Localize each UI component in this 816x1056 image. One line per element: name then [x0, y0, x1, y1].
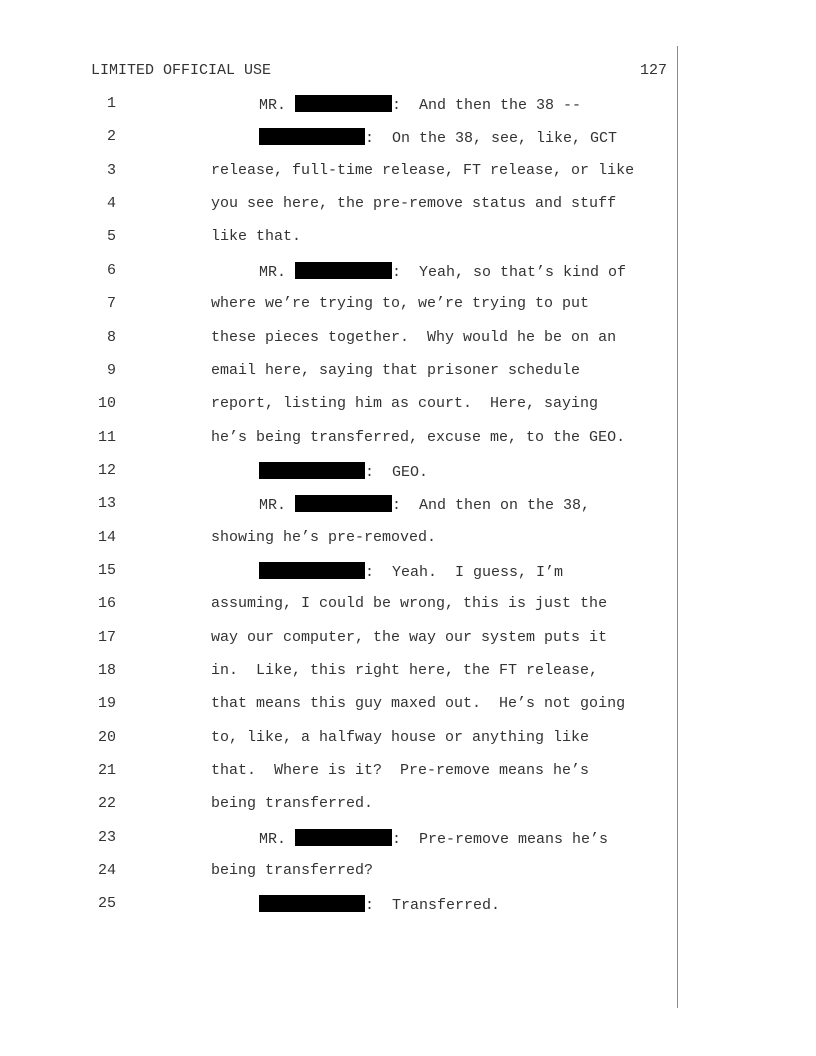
line-number: 15	[97, 561, 116, 579]
line-text: showing he’s pre-removed.	[211, 528, 437, 546]
line-number: 3	[106, 161, 116, 179]
line-text: to, like, a halfway house or anything like	[211, 728, 590, 746]
transcript-line	[211, 362, 580, 379]
transcript-line	[211, 395, 598, 412]
line-text: that means this guy maxed out. He’s not going	[211, 695, 626, 713]
line-text: being transferred?	[211, 862, 374, 880]
line-text: : GEO.	[365, 463, 429, 481]
line-text: he’s being transferred, excuse me, to the GEO.	[211, 428, 626, 446]
transcript-line	[259, 95, 581, 114]
line-text: where we’re trying to, we’re trying to put	[211, 295, 590, 313]
line-text: : And then on the 38,	[392, 497, 591, 515]
speaker-title: MR.	[259, 830, 296, 848]
line-text: assuming, I could be wrong, this is just the	[211, 595, 608, 613]
line-number: 8	[106, 328, 116, 346]
line-number: 13	[97, 495, 116, 513]
line-number: 22	[97, 795, 116, 813]
redaction-block	[295, 95, 392, 112]
line-number: 17	[97, 628, 116, 646]
line-text: : Transferred.	[365, 897, 501, 915]
transcript-line	[211, 195, 616, 212]
line-text: these pieces together. Why would he be on an	[211, 328, 617, 346]
transcript-line	[211, 662, 598, 679]
line-text: : Pre-remove means he’s	[392, 830, 609, 848]
line-text: : Yeah. I guess, I’m	[365, 563, 564, 581]
speaker-title: MR.	[259, 497, 296, 515]
redaction-block	[259, 462, 365, 479]
transcript-line	[259, 829, 608, 848]
line-number: 5	[106, 228, 116, 246]
transcript-line	[211, 329, 616, 346]
transcript-line	[259, 462, 428, 481]
speaker-title: MR.	[259, 263, 296, 281]
redaction-block	[259, 895, 365, 912]
transcript-line	[211, 228, 301, 245]
line-number: 9	[106, 361, 116, 379]
line-number: 12	[97, 461, 116, 479]
line-text: : On the 38, see, like, GCT	[365, 130, 618, 148]
redaction-block	[295, 262, 392, 279]
transcript-line	[211, 162, 634, 179]
line-number: 16	[97, 595, 116, 613]
redaction-block	[295, 829, 392, 846]
line-text: email here, saying that prisoner schedule	[211, 361, 581, 379]
transcript-line	[211, 595, 607, 612]
line-text: being transferred.	[211, 795, 374, 813]
transcript-line	[211, 729, 589, 746]
transcript-line	[211, 762, 589, 779]
line-number: 14	[97, 528, 116, 546]
line-number: 6	[106, 261, 116, 279]
page-number: 127	[640, 62, 668, 79]
redaction-block	[259, 562, 365, 579]
line-number: 25	[97, 895, 116, 913]
line-number: 23	[97, 828, 116, 846]
line-text: : And then the 38 --	[392, 97, 582, 114]
transcript-line	[211, 695, 625, 712]
line-number: 18	[97, 662, 116, 679]
line-text: report, listing him as court. Here, saying	[211, 395, 599, 413]
line-text: release, full-time release, FT release, or like	[211, 161, 635, 179]
line-number: 10	[97, 395, 116, 413]
transcript-line	[259, 895, 500, 914]
line-number: 19	[97, 695, 116, 713]
line-text: like that.	[211, 228, 302, 246]
line-text: in. Like, this right here, the FT release,	[211, 662, 599, 679]
classification-header: LIMITED OFFICIAL USE	[91, 62, 272, 79]
line-number: 11	[97, 428, 116, 446]
transcript-line	[259, 262, 626, 281]
transcript-line	[259, 495, 590, 514]
transcript-line	[211, 862, 373, 879]
speaker-title: MR.	[259, 97, 296, 114]
transcript-line	[211, 629, 607, 646]
line-text: way our computer, the way our system puts it	[211, 628, 608, 646]
line-text: that. Where is it? Pre-remove means he’s	[211, 762, 590, 779]
transcript-line	[211, 429, 625, 446]
transcript-line	[211, 529, 436, 546]
line-text: you see here, the pre-remove status and stuff	[211, 195, 617, 213]
transcript-line	[211, 795, 373, 812]
redaction-block	[295, 495, 392, 512]
line-number: 7	[106, 295, 116, 313]
redaction-block	[259, 128, 365, 145]
line-number: 2	[106, 128, 116, 146]
right-margin-rule	[677, 46, 678, 1008]
line-text: : Yeah, so that’s kind of	[392, 263, 627, 281]
line-number: 21	[97, 762, 116, 779]
transcript-line	[211, 295, 589, 312]
transcript-line	[259, 562, 563, 581]
line-number: 24	[97, 862, 116, 880]
line-number: 1	[106, 95, 116, 112]
transcript-line	[259, 128, 617, 147]
line-number: 20	[97, 728, 116, 746]
line-number: 4	[106, 195, 116, 213]
